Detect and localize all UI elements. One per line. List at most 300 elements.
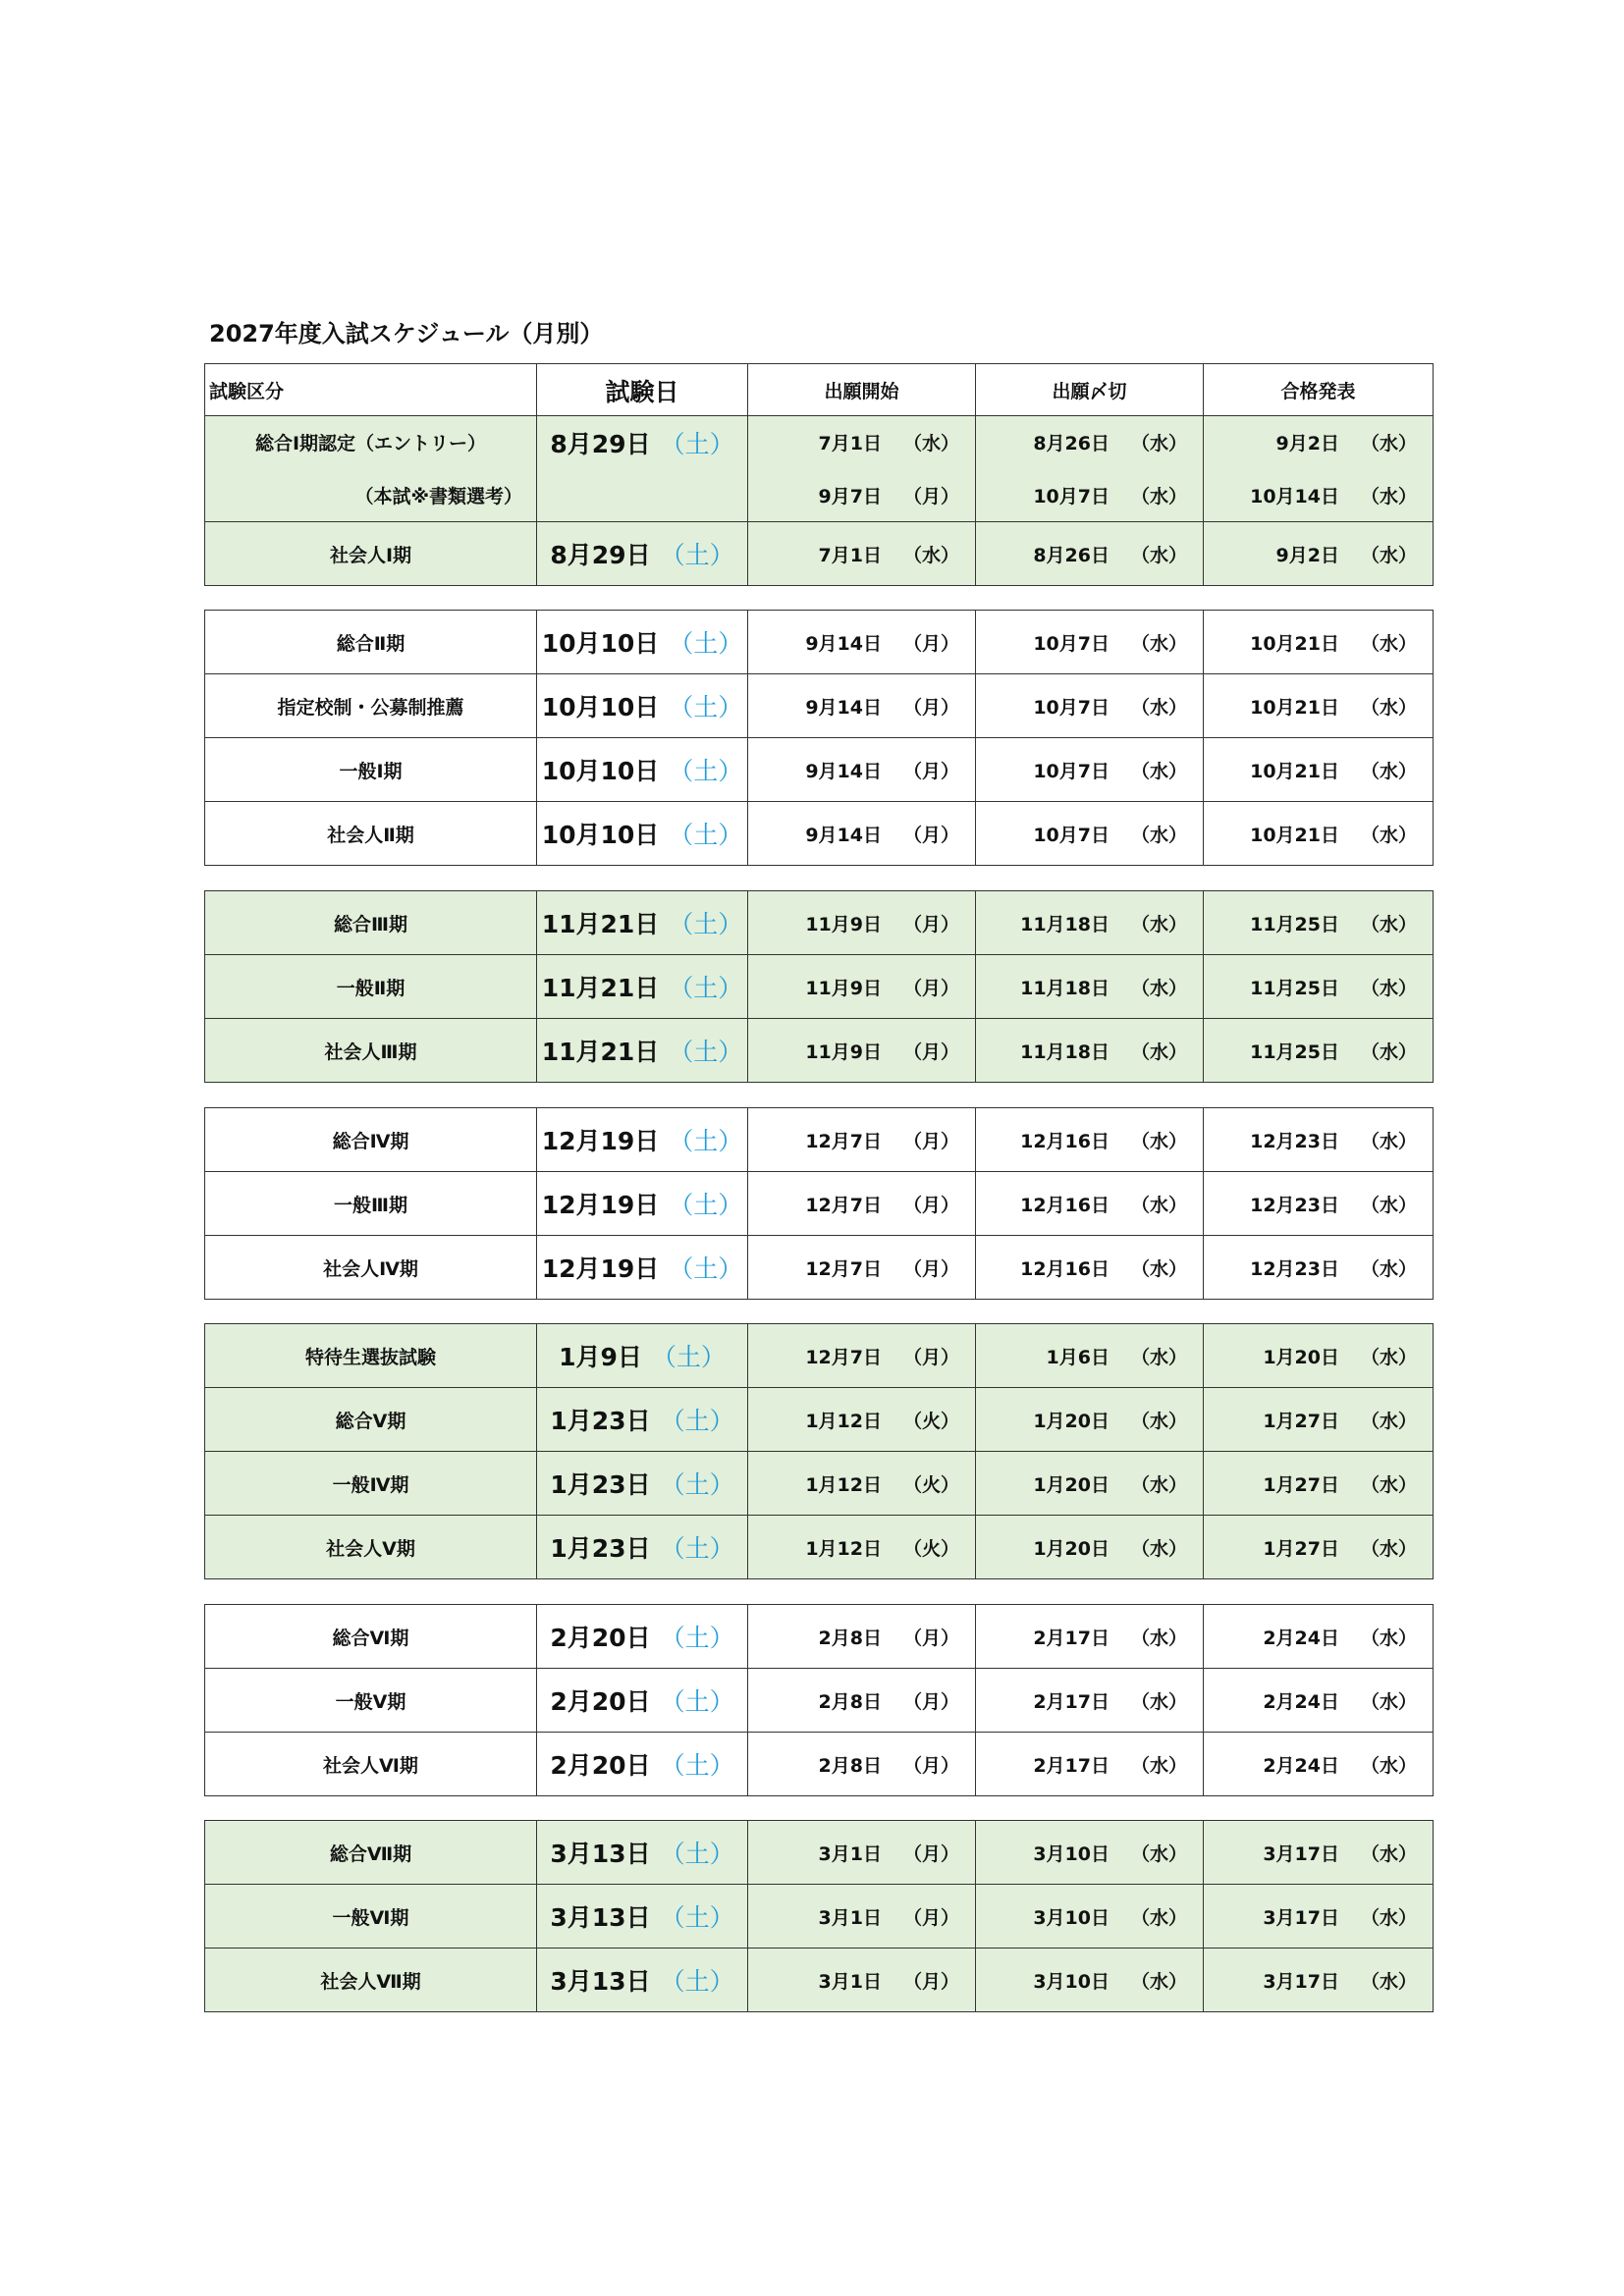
category-cell: 一般Ⅳ期: [205, 1452, 537, 1516]
exam-date: 1月9日: [559, 1343, 642, 1371]
exam-date: 1月23日: [550, 1470, 651, 1499]
apply-start-weekday: （月）: [902, 1346, 959, 1368]
table-row: [205, 891, 1434, 955]
apply-end-weekday: （水）: [1130, 1130, 1187, 1152]
apply-end-weekday: （水）: [1130, 1537, 1187, 1560]
apply-start-cell: [748, 738, 976, 802]
apply-start-weekday: （月）: [902, 977, 959, 999]
table-row: [205, 738, 1434, 802]
exam-date-cell: [537, 674, 748, 738]
apply-end-cell: [976, 1108, 1204, 1172]
result-cell: [1204, 802, 1434, 866]
apply-start-cell: [748, 1733, 976, 1796]
schedule-block-2: [204, 610, 1434, 866]
apply-end-date: 1月20日: [1033, 1473, 1110, 1496]
result-weekday: （水）: [1360, 824, 1417, 846]
apply-end-weekday: （水）: [1130, 1842, 1187, 1865]
exam-weekday: （土）: [660, 1903, 734, 1932]
header-apply-start: 出願開始: [748, 364, 976, 417]
apply-start-date: 9月14日: [805, 632, 882, 655]
exam-weekday: （土）: [669, 1255, 743, 1283]
apply-end-cell: [976, 1019, 1204, 1083]
result-date: 11月25日: [1250, 1041, 1339, 1063]
schedule-block-3: [204, 890, 1434, 1083]
category-cell: （本試※書類選考）: [205, 469, 537, 522]
apply-start-cell: [748, 1324, 976, 1388]
result-date: 3月17日: [1263, 1970, 1339, 1993]
category-cell: 社会人Ⅲ期: [205, 1019, 537, 1083]
exam-date-cell: [537, 522, 748, 586]
apply-end-cell: [976, 955, 1204, 1019]
result-date: 10月21日: [1250, 632, 1339, 655]
apply-end-date: 10月7日: [1033, 632, 1110, 655]
exam-date-cell: [537, 1172, 748, 1236]
exam-date: 8月29日: [550, 541, 651, 569]
apply-end-date: 10月7日: [1033, 696, 1110, 719]
exam-weekday: （土）: [660, 1407, 734, 1435]
apply-start-date: 9月7日: [818, 485, 882, 507]
exam-date-cell: [537, 1019, 748, 1083]
table-row: [205, 1885, 1434, 1949]
result-weekday: （水）: [1360, 1754, 1417, 1777]
apply-end-weekday: （水）: [1130, 1906, 1187, 1929]
schedule-table-header-block: [204, 363, 1434, 417]
category-cell: 総合Ⅰ期認定（エントリー）: [205, 416, 537, 469]
exam-weekday: （土）: [660, 1840, 734, 1868]
result-date: 10月21日: [1250, 760, 1339, 782]
apply-start-date: 3月1日: [818, 1970, 882, 1993]
result-weekday: （水）: [1360, 1970, 1417, 1993]
apply-start-date: 2月8日: [818, 1627, 882, 1649]
apply-end-cell: [976, 1236, 1204, 1300]
result-weekday: （水）: [1360, 1346, 1417, 1368]
apply-end-cell: [976, 1172, 1204, 1236]
result-cell: [1204, 1885, 1434, 1949]
result-date: 12月23日: [1250, 1130, 1339, 1152]
category-cell: 総合Ⅶ期: [205, 1821, 537, 1885]
result-cell: [1204, 1516, 1434, 1579]
table-row: [205, 1669, 1434, 1733]
category-cell: 社会人Ⅵ期: [205, 1733, 537, 1796]
apply-end-date: 12月16日: [1020, 1257, 1110, 1280]
result-date: 10月14日: [1250, 485, 1339, 507]
exam-date-cell: [537, 1669, 748, 1733]
result-date: 9月2日: [1275, 433, 1339, 455]
exam-date: 2月20日: [550, 1751, 651, 1780]
apply-start-cell: [748, 1669, 976, 1733]
apply-end-date: 10月7日: [1033, 760, 1110, 782]
result-cell: [1204, 1108, 1434, 1172]
page-title: 2027年度入試スケジュール（月別）: [209, 320, 604, 347]
result-cell: [1204, 1452, 1434, 1516]
exam-date: 1月23日: [550, 1534, 651, 1563]
apply-start-weekday: （月）: [902, 1970, 959, 1993]
category-cell: 社会人Ⅳ期: [205, 1236, 537, 1300]
apply-start-date: 3月1日: [818, 1842, 882, 1865]
exam-date: 11月21日: [541, 1038, 660, 1066]
result-weekday: （水）: [1360, 696, 1417, 719]
apply-start-weekday: （月）: [902, 1842, 959, 1865]
result-weekday: （水）: [1360, 1194, 1417, 1216]
apply-start-date: 11月9日: [805, 913, 882, 935]
apply-start-date: 9月14日: [805, 760, 882, 782]
exam-date-cell: [537, 1516, 748, 1579]
apply-start-weekday: （火）: [902, 1537, 959, 1560]
apply-start-weekday: （火）: [902, 1473, 959, 1496]
apply-start-weekday: （月）: [902, 1754, 959, 1777]
apply-start-weekday: （月）: [902, 1690, 959, 1713]
apply-start-cell: [748, 522, 976, 586]
apply-end-cell: [976, 1669, 1204, 1733]
apply-start-weekday: （月）: [902, 824, 959, 846]
apply-end-date: 2月17日: [1033, 1754, 1110, 1777]
exam-weekday: （土）: [669, 974, 743, 1002]
apply-start-date: 12月7日: [805, 1257, 882, 1280]
apply-start-cell: [748, 1108, 976, 1172]
exam-weekday: （土）: [660, 1967, 734, 1996]
apply-start-cell: [748, 674, 976, 738]
apply-start-cell: [748, 1516, 976, 1579]
apply-start-weekday: （月）: [902, 1041, 959, 1063]
schedule-block-5: [204, 1323, 1434, 1579]
apply-end-weekday: （水）: [1130, 632, 1187, 655]
exam-date: 12月19日: [541, 1191, 660, 1219]
result-cell: [1204, 469, 1434, 522]
result-weekday: （水）: [1360, 1627, 1417, 1649]
exam-date-cell: [537, 1949, 748, 2012]
exam-weekday: （土）: [651, 1343, 726, 1371]
category-cell: 総合Ⅱ期: [205, 611, 537, 674]
apply-end-date: 3月10日: [1033, 1842, 1110, 1865]
result-cell: [1204, 1388, 1434, 1452]
exam-date-cell: [537, 611, 748, 674]
result-date: 12月23日: [1250, 1194, 1339, 1216]
category-cell: 社会人Ⅴ期: [205, 1516, 537, 1579]
exam-date: 12月19日: [541, 1127, 660, 1155]
apply-end-weekday: （水）: [1130, 1473, 1187, 1496]
exam-weekday: （土）: [669, 693, 743, 721]
table-row: [205, 1236, 1434, 1300]
result-weekday: （水）: [1360, 1410, 1417, 1432]
result-weekday: （水）: [1360, 632, 1417, 655]
apply-end-cell: [976, 1949, 1204, 2012]
apply-end-cell: [976, 1388, 1204, 1452]
result-cell: [1204, 955, 1434, 1019]
table-row: [205, 1452, 1434, 1516]
table-row: [205, 1516, 1434, 1579]
apply-end-cell: [976, 416, 1204, 469]
exam-weekday: （土）: [669, 821, 743, 849]
apply-start-cell: [748, 802, 976, 866]
result-weekday: （水）: [1360, 1537, 1417, 1560]
result-weekday: （水）: [1360, 1473, 1417, 1496]
table-row: [205, 955, 1434, 1019]
apply-end-weekday: （水）: [1130, 913, 1187, 935]
apply-start-date: 12月7日: [805, 1130, 882, 1152]
apply-end-cell: [976, 1452, 1204, 1516]
apply-end-cell: [976, 738, 1204, 802]
category-cell: 社会人Ⅶ期: [205, 1949, 537, 2012]
exam-date-cell: [537, 1452, 748, 1516]
apply-end-weekday: （水）: [1130, 1194, 1187, 1216]
apply-end-cell: [976, 1516, 1204, 1579]
result-date: 1月27日: [1263, 1410, 1339, 1432]
table-row: [205, 611, 1434, 674]
result-date: 2月24日: [1263, 1754, 1339, 1777]
exam-weekday: （土）: [669, 1127, 743, 1155]
apply-end-cell: [976, 611, 1204, 674]
exam-date: 3月13日: [550, 1903, 651, 1932]
result-cell: [1204, 1949, 1434, 2012]
category-cell: 総合Ⅴ期: [205, 1388, 537, 1452]
result-date: 10月21日: [1250, 696, 1339, 719]
result-date: 3月17日: [1263, 1906, 1339, 1929]
apply-end-cell: [976, 1605, 1204, 1669]
apply-end-cell: [976, 522, 1204, 586]
result-date: 1月20日: [1263, 1346, 1339, 1368]
exam-date-cell: [537, 1388, 748, 1452]
apply-start-weekday: （月）: [902, 913, 959, 935]
exam-date: 3月13日: [550, 1840, 651, 1868]
apply-end-weekday: （水）: [1130, 977, 1187, 999]
exam-date-cell: [537, 1733, 748, 1796]
result-cell: [1204, 738, 1434, 802]
apply-start-cell: [748, 611, 976, 674]
result-weekday: （水）: [1360, 1130, 1417, 1152]
apply-end-cell: [976, 1885, 1204, 1949]
category-cell: 一般Ⅲ期: [205, 1172, 537, 1236]
table-row: [205, 674, 1434, 738]
result-cell: [1204, 1821, 1434, 1885]
apply-end-weekday: （水）: [1130, 824, 1187, 846]
apply-start-date: 9月14日: [805, 696, 882, 719]
exam-weekday: （土）: [669, 910, 743, 938]
table-row: [205, 802, 1434, 866]
exam-date-cell: [537, 738, 748, 802]
schedule-block-6: [204, 1604, 1434, 1796]
apply-start-weekday: （月）: [902, 632, 959, 655]
apply-end-cell: [976, 469, 1204, 522]
apply-start-date: 7月1日: [818, 544, 882, 566]
header-result: 合格発表: [1204, 364, 1434, 417]
table-row: [205, 1821, 1434, 1885]
table-row: [205, 416, 1434, 469]
result-weekday: （水）: [1360, 1842, 1417, 1865]
category-cell: 社会人Ⅰ期: [205, 522, 537, 586]
apply-start-cell: [748, 1949, 976, 2012]
category-cell: 総合Ⅳ期: [205, 1108, 537, 1172]
result-date: 9月2日: [1275, 544, 1339, 566]
result-weekday: （水）: [1360, 485, 1417, 507]
result-date: 2月24日: [1263, 1690, 1339, 1713]
result-date: 2月24日: [1263, 1627, 1339, 1649]
apply-end-weekday: （水）: [1130, 1041, 1187, 1063]
exam-date-cell: [537, 1108, 748, 1172]
result-cell: [1204, 891, 1434, 955]
apply-end-weekday: （水）: [1130, 760, 1187, 782]
result-weekday: （水）: [1360, 1690, 1417, 1713]
table-row: [205, 1324, 1434, 1388]
apply-end-weekday: （水）: [1130, 1257, 1187, 1280]
apply-start-date: 3月1日: [818, 1906, 882, 1929]
apply-start-weekday: （月）: [902, 760, 959, 782]
exam-date: 10月10日: [541, 821, 660, 849]
exam-weekday: （土）: [669, 757, 743, 785]
apply-start-cell: [748, 416, 976, 469]
table-row: [205, 1388, 1434, 1452]
result-weekday: （水）: [1360, 433, 1417, 455]
apply-start-date: 9月14日: [805, 824, 882, 846]
apply-end-date: 1月6日: [1046, 1346, 1110, 1368]
apply-start-weekday: （水）: [902, 433, 959, 455]
apply-start-date: 1月12日: [805, 1410, 882, 1432]
table-row: [205, 1019, 1434, 1083]
exam-date: 3月13日: [550, 1967, 651, 1996]
result-date: 12月23日: [1250, 1257, 1339, 1280]
apply-end-date: 2月17日: [1033, 1627, 1110, 1649]
apply-start-date: 11月9日: [805, 977, 882, 999]
result-weekday: （水）: [1360, 760, 1417, 782]
result-cell: [1204, 1669, 1434, 1733]
apply-start-cell: [748, 1452, 976, 1516]
result-date: 1月27日: [1263, 1473, 1339, 1496]
result-date: 10月21日: [1250, 824, 1339, 846]
schedule-block-7: [204, 1820, 1434, 2012]
result-cell: [1204, 611, 1434, 674]
apply-start-date: 12月7日: [805, 1346, 882, 1368]
apply-end-weekday: （水）: [1130, 1690, 1187, 1713]
exam-date-cell: [537, 416, 748, 469]
exam-weekday: （土）: [669, 1038, 743, 1066]
apply-end-weekday: （水）: [1130, 696, 1187, 719]
result-cell: [1204, 416, 1434, 469]
apply-end-cell: [976, 1733, 1204, 1796]
category-cell: 総合Ⅲ期: [205, 891, 537, 955]
exam-date-cell: [537, 1324, 748, 1388]
header-row: [205, 364, 1434, 417]
exam-date-cell: [537, 891, 748, 955]
apply-end-cell: [976, 891, 1204, 955]
exam-date: 11月21日: [541, 910, 660, 938]
exam-date: 12月19日: [541, 1255, 660, 1283]
schedule-block-4: [204, 1107, 1434, 1300]
table-row: [205, 1605, 1434, 1669]
exam-weekday: （土）: [660, 1751, 734, 1780]
result-weekday: （水）: [1360, 1257, 1417, 1280]
apply-start-cell: [748, 955, 976, 1019]
schedule-block-1: [204, 415, 1434, 586]
apply-start-date: 11月9日: [805, 1041, 882, 1063]
table-row: [205, 1172, 1434, 1236]
exam-date: 10月10日: [541, 757, 660, 785]
apply-start-cell: [748, 1388, 976, 1452]
exam-date-cell: [537, 1821, 748, 1885]
apply-end-date: 12月16日: [1020, 1194, 1110, 1216]
apply-start-weekday: （月）: [902, 1257, 959, 1280]
apply-end-weekday: （水）: [1130, 485, 1187, 507]
apply-end-weekday: （水）: [1130, 433, 1187, 455]
exam-weekday: （土）: [660, 1470, 734, 1499]
apply-end-date: 1月20日: [1033, 1410, 1110, 1432]
apply-end-date: 8月26日: [1033, 433, 1110, 455]
exam-weekday: （土）: [669, 1191, 743, 1219]
exam-date-cell: [537, 955, 748, 1019]
result-date: 11月25日: [1250, 913, 1339, 935]
exam-date: 1月23日: [550, 1407, 651, 1435]
table-row: [205, 1733, 1434, 1796]
apply-start-cell: [748, 1172, 976, 1236]
exam-date: 2月20日: [550, 1687, 651, 1716]
result-date: 1月27日: [1263, 1537, 1339, 1560]
result-date: 11月25日: [1250, 977, 1339, 999]
apply-start-weekday: （月）: [902, 696, 959, 719]
result-date: 3月17日: [1263, 1842, 1339, 1865]
apply-start-date: 7月1日: [818, 433, 882, 455]
exam-date: 10月10日: [541, 693, 660, 721]
exam-date: 10月10日: [541, 629, 660, 658]
result-weekday: （水）: [1360, 1041, 1417, 1063]
exam-date: 8月29日: [550, 429, 651, 458]
apply-start-weekday: （火）: [902, 1410, 959, 1432]
apply-end-weekday: （水）: [1130, 544, 1187, 566]
exam-weekday: （土）: [660, 541, 734, 569]
header-category: 試験区分: [205, 364, 537, 417]
exam-weekday: （土）: [660, 1534, 734, 1563]
apply-end-date: 10月7日: [1033, 485, 1110, 507]
apply-start-date: 2月8日: [818, 1754, 882, 1777]
apply-start-weekday: （月）: [902, 485, 959, 507]
apply-end-cell: [976, 802, 1204, 866]
exam-date-cell: [537, 1605, 748, 1669]
exam-weekday: （土）: [660, 1687, 734, 1716]
exam-date-cell: [537, 802, 748, 866]
apply-end-weekday: （水）: [1130, 1410, 1187, 1432]
table-row: [205, 469, 1434, 522]
apply-end-weekday: （水）: [1130, 1346, 1187, 1368]
table-row: [205, 1108, 1434, 1172]
apply-end-date: 11月18日: [1020, 977, 1110, 999]
apply-start-cell: [748, 1885, 976, 1949]
exam-date-cell-empty: [537, 469, 748, 522]
exam-date-cell: [537, 1236, 748, 1300]
apply-start-weekday: （月）: [902, 1627, 959, 1649]
category-cell: 特待生選抜試験: [205, 1324, 537, 1388]
category-cell: 指定校制・公募制推薦: [205, 674, 537, 738]
category-cell: 社会人Ⅱ期: [205, 802, 537, 866]
apply-end-cell: [976, 1821, 1204, 1885]
apply-start-date: 2月8日: [818, 1690, 882, 1713]
apply-end-date: 2月17日: [1033, 1690, 1110, 1713]
apply-end-date: 3月10日: [1033, 1906, 1110, 1929]
apply-start-date: 1月12日: [805, 1473, 882, 1496]
apply-start-weekday: （月）: [902, 1194, 959, 1216]
exam-date-cell: [537, 1885, 748, 1949]
result-cell: [1204, 522, 1434, 586]
header-apply-end: 出願〆切: [976, 364, 1204, 417]
exam-weekday: （土）: [660, 1624, 734, 1652]
result-weekday: （水）: [1360, 977, 1417, 999]
exam-date: 11月21日: [541, 974, 660, 1002]
result-cell: [1204, 1172, 1434, 1236]
apply-end-date: 10月7日: [1033, 824, 1110, 846]
result-cell: [1204, 1019, 1434, 1083]
apply-start-weekday: （月）: [902, 1906, 959, 1929]
apply-start-cell: [748, 469, 976, 522]
category-cell: 一般Ⅰ期: [205, 738, 537, 802]
apply-start-weekday: （水）: [902, 544, 959, 566]
apply-start-cell: [748, 1019, 976, 1083]
apply-end-date: 11月18日: [1020, 913, 1110, 935]
